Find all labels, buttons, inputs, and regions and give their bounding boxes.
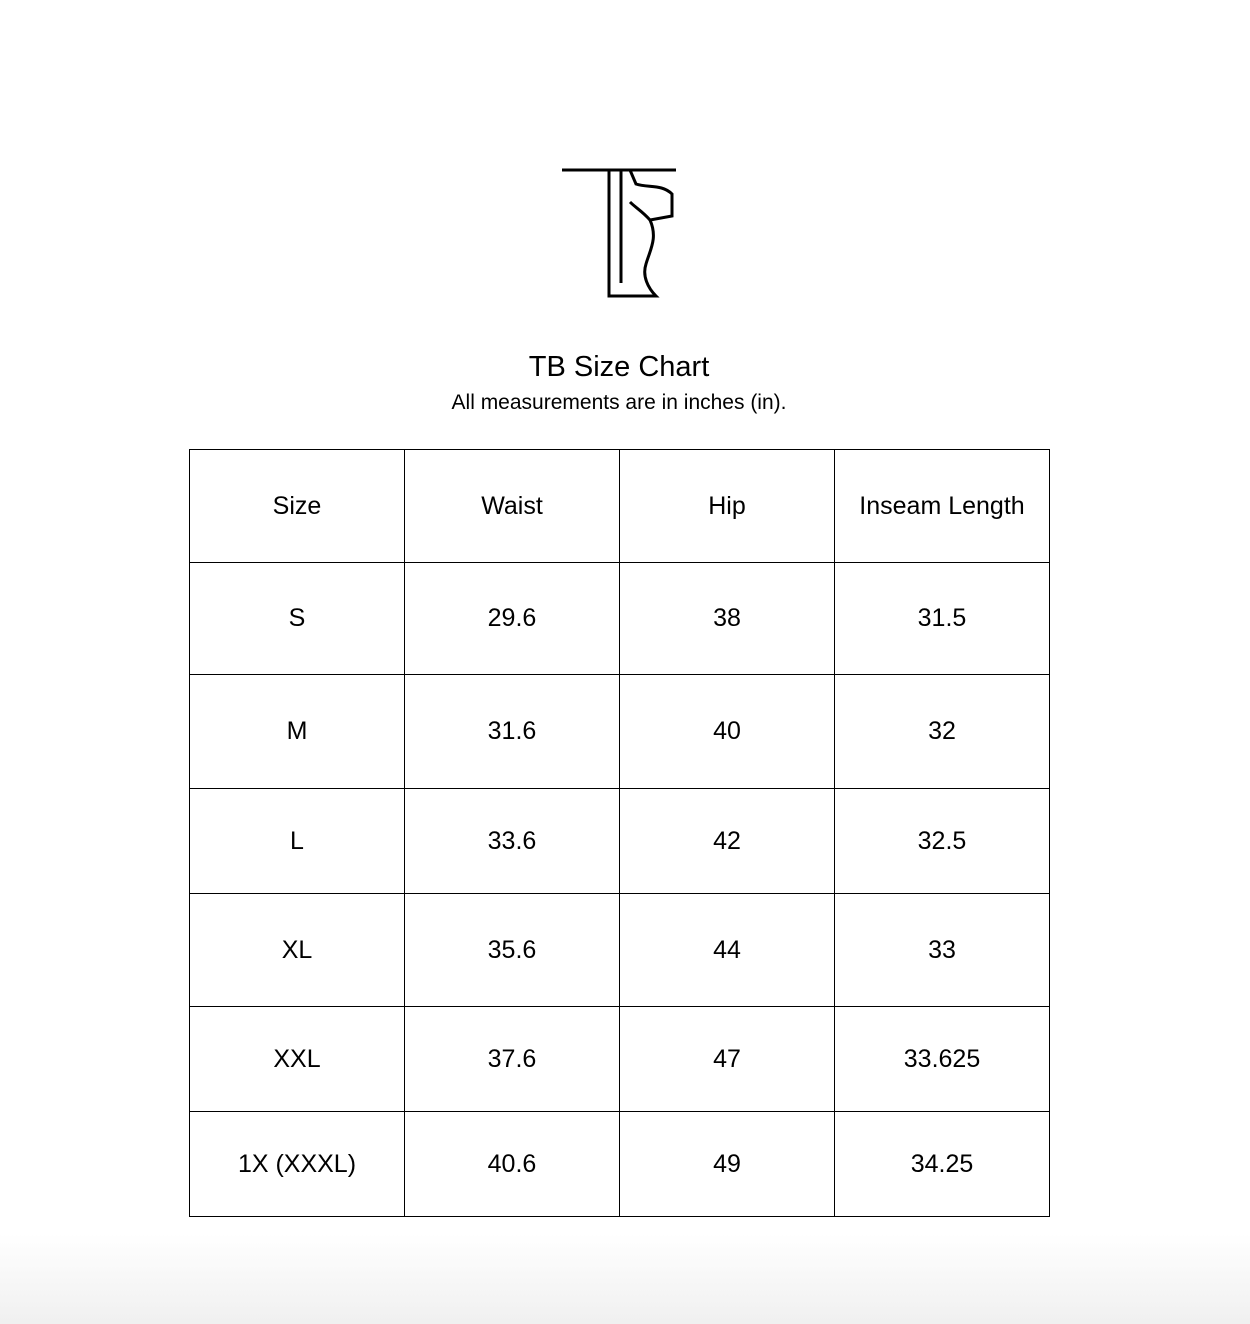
header-waist: Waist [405, 450, 620, 563]
cell-inseam-length: 32.5 [835, 789, 1050, 894]
cell-inseam-length: 33 [835, 894, 1050, 1007]
tb-brand-logo-icon [560, 166, 678, 300]
cell-size: L [190, 789, 405, 894]
cell-inseam-length: 32 [835, 675, 1050, 789]
page-subtitle: All measurements are in inches (in). [451, 391, 787, 414]
cell-size: M [190, 675, 405, 789]
cell-hip: 49 [620, 1112, 835, 1217]
cell-waist: 31.6 [405, 675, 620, 789]
cell-hip: 38 [620, 563, 835, 675]
table-row [190, 1112, 1050, 1217]
table-header-row [190, 450, 1050, 563]
cell-hip: 40 [620, 675, 835, 789]
header-hip: Hip [620, 450, 835, 563]
cell-hip: 44 [620, 894, 835, 1007]
cell-size: XL [190, 894, 405, 1007]
cell-size: 1X (XXXL) [190, 1112, 405, 1217]
table-row [190, 789, 1050, 894]
cell-waist: 40.6 [405, 1112, 620, 1217]
cell-waist: 37.6 [405, 1007, 620, 1112]
table-row [190, 563, 1050, 675]
page-title: TB Size Chart [528, 351, 710, 383]
size-chart-table [189, 449, 1050, 1217]
table-row [190, 894, 1050, 1007]
cell-inseam-length: 33.625 [835, 1007, 1050, 1112]
cell-inseam-length: 31.5 [835, 563, 1050, 675]
cell-waist: 29.6 [405, 563, 620, 675]
cell-waist: 33.6 [405, 789, 620, 894]
table-row [190, 675, 1050, 789]
cell-hip: 42 [620, 789, 835, 894]
cell-waist: 35.6 [405, 894, 620, 1007]
cell-hip: 47 [620, 1007, 835, 1112]
cell-size: XXL [190, 1007, 405, 1112]
header-inseam-length: Inseam Length [835, 450, 1050, 563]
table-row [190, 1007, 1050, 1112]
bottom-shade [0, 1234, 1250, 1324]
header-size: Size [190, 450, 405, 563]
cell-size: S [190, 563, 405, 675]
cell-inseam-length: 34.25 [835, 1112, 1050, 1217]
